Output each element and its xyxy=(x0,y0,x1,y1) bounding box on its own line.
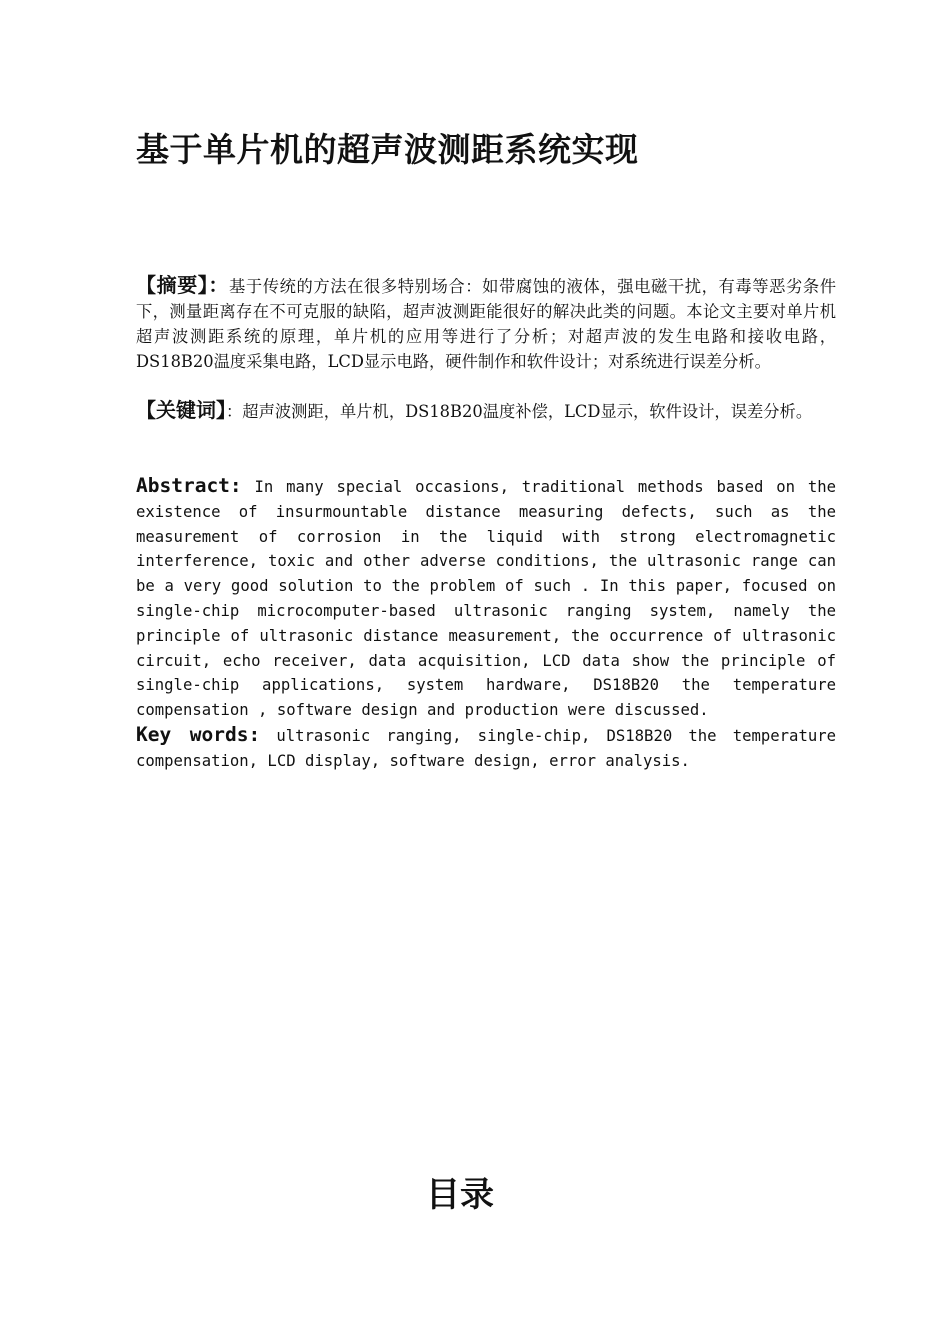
chinese-abstract-label: 【摘要】 xyxy=(136,273,209,297)
chinese-abstract xyxy=(136,273,836,374)
chinese-keywords-separator: ： xyxy=(226,402,243,421)
chinese-keywords-label: 【关键词】 xyxy=(136,398,226,422)
english-keywords-text: ultrasonic ranging, single-chip, DS18B20 the temperature compensation, LCD display, software design, error analysis. xyxy=(136,727,836,770)
english-abstract xyxy=(136,474,836,723)
english-abstract-text: In many special occasions, traditional methods based on the existence of insurmountable distance measuring defects, such as the measurement of corrosion in the liquid with strong electromagnetic interference, toxic and other adverse conditions, the ultrasonic range can be a very good solution to the problem of such . In this paper, focused on single-chip microcomputer-based ultrasonic ranging system, namely the principle of ultrasonic distance measurement, the occurrence of ultrasonic circuit, echo receiver, data acquisition, LCD data show the principle of single-chip applications, system hardware, DS18B20 the temperature compensation , software design and production were discussed. xyxy=(136,478,837,720)
english-abstract-label: Abstract: xyxy=(136,474,242,497)
chinese-keywords xyxy=(136,398,836,424)
paper-title: 基于单片机的超声波测距系统实现 xyxy=(136,130,639,169)
chinese-abstract-text: 基于传统的方法在很多特别场合：如带腐蚀的液体，强电磁干扰，有毒等恶劣条件下，测量距离存在不可克服的缺陷，超声波测距能很好的解决此类的问题。本论文主要对单片机超声波测距系统的原理，单片机的应用等进行了分析；对超声波的发生电路和接收电路，DS18B20温度采集电路，LCD显示电路，硬件制作和软件设计；对系统进行误差分析。 xyxy=(136,277,837,371)
chinese-abstract-separator: ： xyxy=(208,273,229,297)
chinese-keywords-text: 超声波测距，单片机，DS18B20温度补偿，LCD显示，软件设计，误差分析。 xyxy=(242,402,813,421)
english-keywords-label: Key words: xyxy=(136,723,261,746)
english-keywords xyxy=(136,723,836,774)
table-of-contents-heading: 目录 xyxy=(426,1175,494,1215)
